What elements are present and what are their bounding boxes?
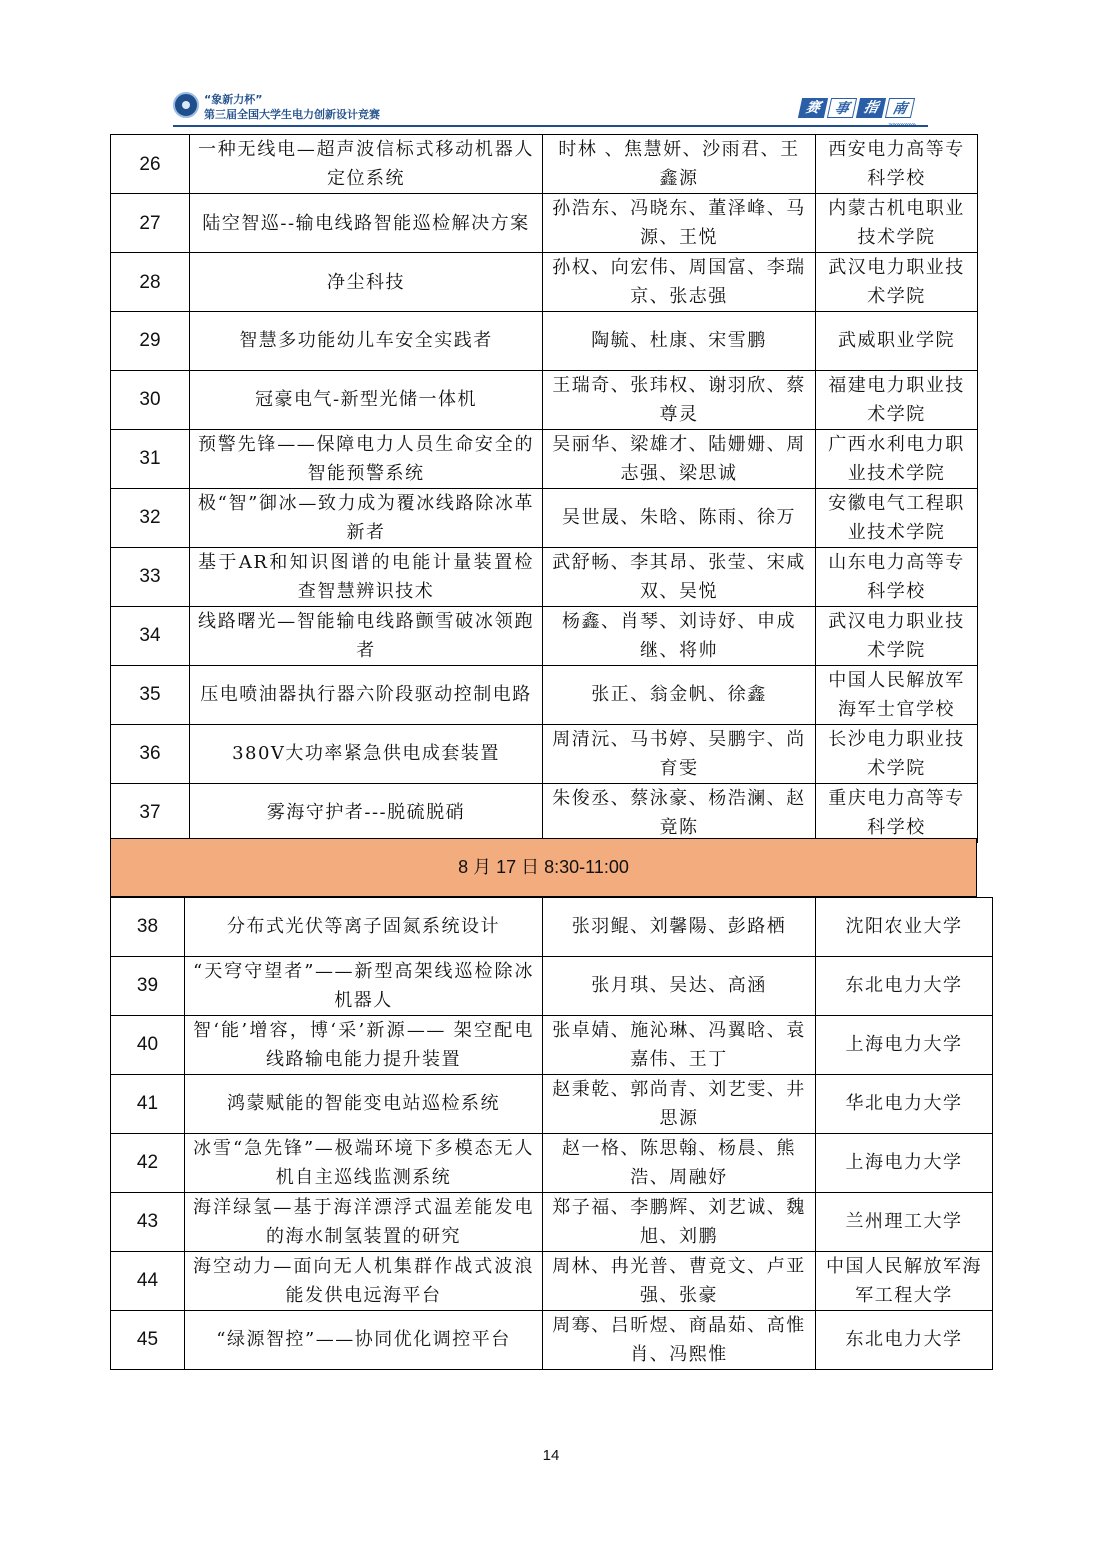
school-name: 中国人民解放军海军士官学校 [816,665,978,724]
table-row [111,783,978,842]
row-number: 44 [111,1251,185,1310]
table-row [111,194,978,253]
project-name: “天穹守望者”——新型高架线巡检除冰机器人 [185,956,543,1015]
table-row [111,312,978,371]
logo-title: “象新力杯” [204,93,263,106]
row-number: 27 [111,194,190,253]
school-name: 武威职业学院 [816,312,978,371]
schedule-table-part1 [110,134,978,843]
schedule-table-part2 [110,897,993,1370]
table-row [111,1133,993,1192]
guide-char: 赛 [798,98,828,118]
header-divider [173,125,928,127]
team-members: 朱俊丞、蔡泳豪、杨浩澜、赵竟陈 [543,783,816,842]
row-number: 34 [111,606,190,665]
team-members: 周骞、吕昕煜、商晶茹、高惟肖、冯熙惟 [543,1310,816,1369]
table-row [111,724,978,783]
project-name: 线路曙光—智能输电线路颤雪破冰领跑者 [190,606,543,665]
table-row [111,1192,993,1251]
page-header [0,0,1102,135]
project-name: 压电喷油器执行器六阶段驱动控制电路 [190,665,543,724]
team-members: 郑子福、李鹏辉、刘艺诚、魏旭、刘鹏 [543,1192,816,1251]
logo-subtitle: 第三届全国大学生电力创新设计竞赛 [204,108,380,121]
table-row [111,1251,993,1310]
guide-char: 事 [827,98,857,118]
team-members: 时林 、焦慧妍、沙雨君、王鑫源 [543,135,816,194]
row-number: 31 [111,429,190,488]
team-members: 周林、冉光普、曹竟文、卢亚强、张豪 [543,1251,816,1310]
team-members: 陶毓、杜康、宋雪鹏 [543,312,816,371]
table-row [111,429,978,488]
school-name: 西安电力高等专科学校 [816,135,978,194]
team-members: 周清沅、马书婷、吴鹏宇、尚育雯 [543,724,816,783]
row-number: 41 [111,1074,185,1133]
team-members: 杨鑫、肖琴、刘诗妤、申成继、将帅 [543,606,816,665]
school-name: 中国人民解放军海军工程大学 [816,1251,993,1310]
row-number: 26 [111,135,190,194]
school-name: 东北电力大学 [816,1310,993,1369]
row-number: 38 [111,898,185,957]
row-number: 32 [111,488,190,547]
row-number: 36 [111,724,190,783]
school-name: 广西水利电力职业技术学院 [816,429,978,488]
school-name: 武汉电力职业技术学院 [816,253,978,312]
guide-char: 南 [885,98,915,118]
row-number: 33 [111,547,190,606]
table-row [111,488,978,547]
project-name: “绿源智控”——协同优化调控平台 [185,1310,543,1369]
table-row [111,370,978,429]
project-name: 海洋绿氢—基于海洋漂浮式温差能发电的海水制氢装置的研究 [185,1192,543,1251]
row-number: 37 [111,783,190,842]
row-number: 45 [111,1310,185,1369]
school-name: 武汉电力职业技术学院 [816,606,978,665]
row-number: 28 [111,253,190,312]
school-name: 东北电力大学 [816,956,993,1015]
project-name: 一种无线电—超声波信标式移动机器人定位系统 [190,135,543,194]
project-name: 基于AR和知识图谱的电能计量装置检查智慧辨识技术 [190,547,543,606]
team-members: 王瑞奇、张玮权、谢羽欣、蔡尊灵 [543,370,816,429]
school-name: 重庆电力高等专科学校 [816,783,978,842]
project-name: 陆空智巡--输电线路智能巡检解决方案 [190,194,543,253]
row-number: 39 [111,956,185,1015]
project-name: 预警先锋——保障电力人员生命安全的智能预警系统 [190,429,543,488]
table-row [111,956,993,1015]
table-row [111,135,978,194]
project-name: 智‘能’增容，博‘采’新源—— 架空配电线路输电能力提升装置 [185,1015,543,1074]
school-name: 华北电力大学 [816,1074,993,1133]
project-name: 净尘科技 [190,253,543,312]
team-members: 赵秉乾、郭尚青、刘艺雯、井思源 [543,1074,816,1133]
project-name: 分布式光伏等离子固氮系统设计 [185,898,543,957]
project-name: 鸿蒙赋能的智能变电站巡检系统 [185,1074,543,1133]
table-row [111,1310,993,1369]
team-members: 武舒畅、李其昂、张莹、宋咸双、吴悦 [543,547,816,606]
competition-logo-icon [173,92,199,118]
table-row [111,665,978,724]
row-number: 43 [111,1192,185,1251]
session-date-header: 8 月 17 日 8:30-11:00 [110,838,977,897]
school-name: 山东电力高等专科学校 [816,547,978,606]
project-name: 智慧多功能幼儿车安全实践者 [190,312,543,371]
team-members: 赵一格、陈思翰、杨晨、熊浩、周融妤 [543,1133,816,1192]
school-name: 安徽电气工程职业技术学院 [816,488,978,547]
table-row [111,606,978,665]
project-name: 冠豪电气-新型光储一体机 [190,370,543,429]
team-members: 张卓婧、施沁琳、冯翼晗、袁嘉伟、王丁 [543,1015,816,1074]
guide-badge [800,98,913,118]
project-name: 380V大功率紧急供电成套装置 [190,724,543,783]
table-row [111,253,978,312]
school-name: 沈阳农业大学 [816,898,993,957]
row-number: 42 [111,1133,185,1192]
team-members: 张羽鲲、刘馨陽、彭路栖 [543,898,816,957]
school-name: 内蒙古机电职业技术学院 [816,194,978,253]
row-number: 29 [111,312,190,371]
page-number: 14 [542,1447,560,1464]
school-name: 兰州理工大学 [816,1192,993,1251]
project-name: 冰雪“急先锋”—极端环境下多模态无人机自主巡线监测系统 [185,1133,543,1192]
row-number: 30 [111,370,190,429]
project-name: 极“智”御冰—致力成为覆冰线路除冰革新者 [190,488,543,547]
school-name: 福建电力职业技术学院 [816,370,978,429]
school-name: 上海电力大学 [816,1015,993,1074]
school-name: 长沙电力职业技术学院 [816,724,978,783]
team-members: 孙权、向宏伟、周国富、李瑞京、张志强 [543,253,816,312]
table-row [111,1074,993,1133]
table-row [111,898,993,957]
school-name: 上海电力大学 [816,1133,993,1192]
table-row [111,547,978,606]
team-members: 张月琪、吴达、高涵 [543,956,816,1015]
project-name: 雾海守护者---脱硫脱硝 [190,783,543,842]
team-members: 张正、翁金帆、徐鑫 [543,665,816,724]
row-number: 40 [111,1015,185,1074]
team-members: 吴世晟、朱晗、陈雨、徐万 [543,488,816,547]
guide-char: 指 [856,98,886,118]
row-number: 35 [111,665,190,724]
table-row [111,1015,993,1074]
project-name: 海空动力—面向无人机集群作战式波浪能发供电远海平台 [185,1251,543,1310]
team-members: 吴丽华、梁雄才、陆姗姗、周志强、梁思诚 [543,429,816,488]
team-members: 孙浩东、冯晓东、董泽峰、马源、王悦 [543,194,816,253]
